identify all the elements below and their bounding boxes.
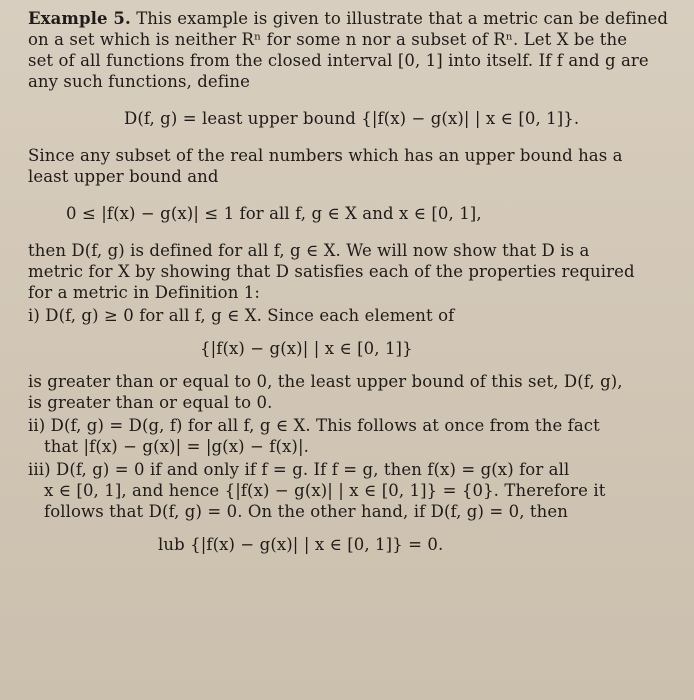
metric-definition-equation: D(f, g) = least upper bound {|f(x) − g(x)| | x ∈ [0, 1]}. [124, 109, 580, 128]
text-line: x ∈ [0, 1], and hence {|f(x) − g(x)| | x ∈ [0, 1]} = {0}. Therefore it [44, 481, 606, 500]
text-line: iii) D(f, g) = 0 if and only if f = g. If f = g, then f(x) = g(x) for all [28, 460, 570, 479]
text-line: Since any subset of the real numbers which has an upper bound has a [28, 146, 623, 165]
text-line: least upper bound and [28, 167, 219, 186]
text-line: ii) D(f, g) = D(g, f) for all f, g ∈ X. This follows at once from the fact [28, 416, 600, 435]
text-fragment: This example is given to illustrate that a metric can be defined [130, 9, 669, 28]
text-line: any such functions, define [28, 72, 250, 91]
text-line: is greater than or equal to 0, the least upper bound of this set, D(f, g), [28, 372, 623, 391]
example-paragraph [28, 8, 669, 92]
property-item-1 [28, 305, 646, 413]
text-line: that |f(x) − g(x)| = |g(x) − f(x)|. [44, 437, 309, 456]
property-item-2 [28, 415, 646, 457]
text-line: metric for X by showing that D satisfies each of the properties required [28, 262, 635, 281]
text-line: is greater than or equal to 0. [28, 393, 273, 412]
paragraph [28, 240, 646, 303]
paragraph [28, 145, 646, 187]
set-expression: {|f(x) − g(x)| | x ∈ [0, 1]} [200, 339, 413, 358]
inequality-equation: 0 ≤ |f(x) − g(x)| ≤ 1 for all f, g ∈ X and x ∈ [0, 1], [66, 204, 482, 223]
lub-equation: lub {|f(x) − g(x)| | x ∈ [0, 1]} = 0. [158, 535, 444, 554]
text-line: set of all functions from the closed interval [0, 1] into itself. If f and g are [28, 51, 649, 70]
text-line: i) D(f, g) ≥ 0 for all f, g ∈ X. Since each element of [28, 306, 455, 325]
example-heading: Example 5. [28, 9, 131, 28]
text-line [28, 8, 669, 29]
property-item-3 [28, 459, 646, 555]
text-line: on a set which is neither Rⁿ for some n nor a subset of Rⁿ. Let X be the [28, 30, 628, 49]
text-line: follows that D(f, g) = 0. On the other hand, if D(f, g) = 0, then [44, 502, 568, 521]
text-line: for a metric in Definition 1: [28, 283, 261, 302]
text-line: then D(f, g) is defined for all f, g ∈ X. We will now show that D is a [28, 241, 590, 260]
